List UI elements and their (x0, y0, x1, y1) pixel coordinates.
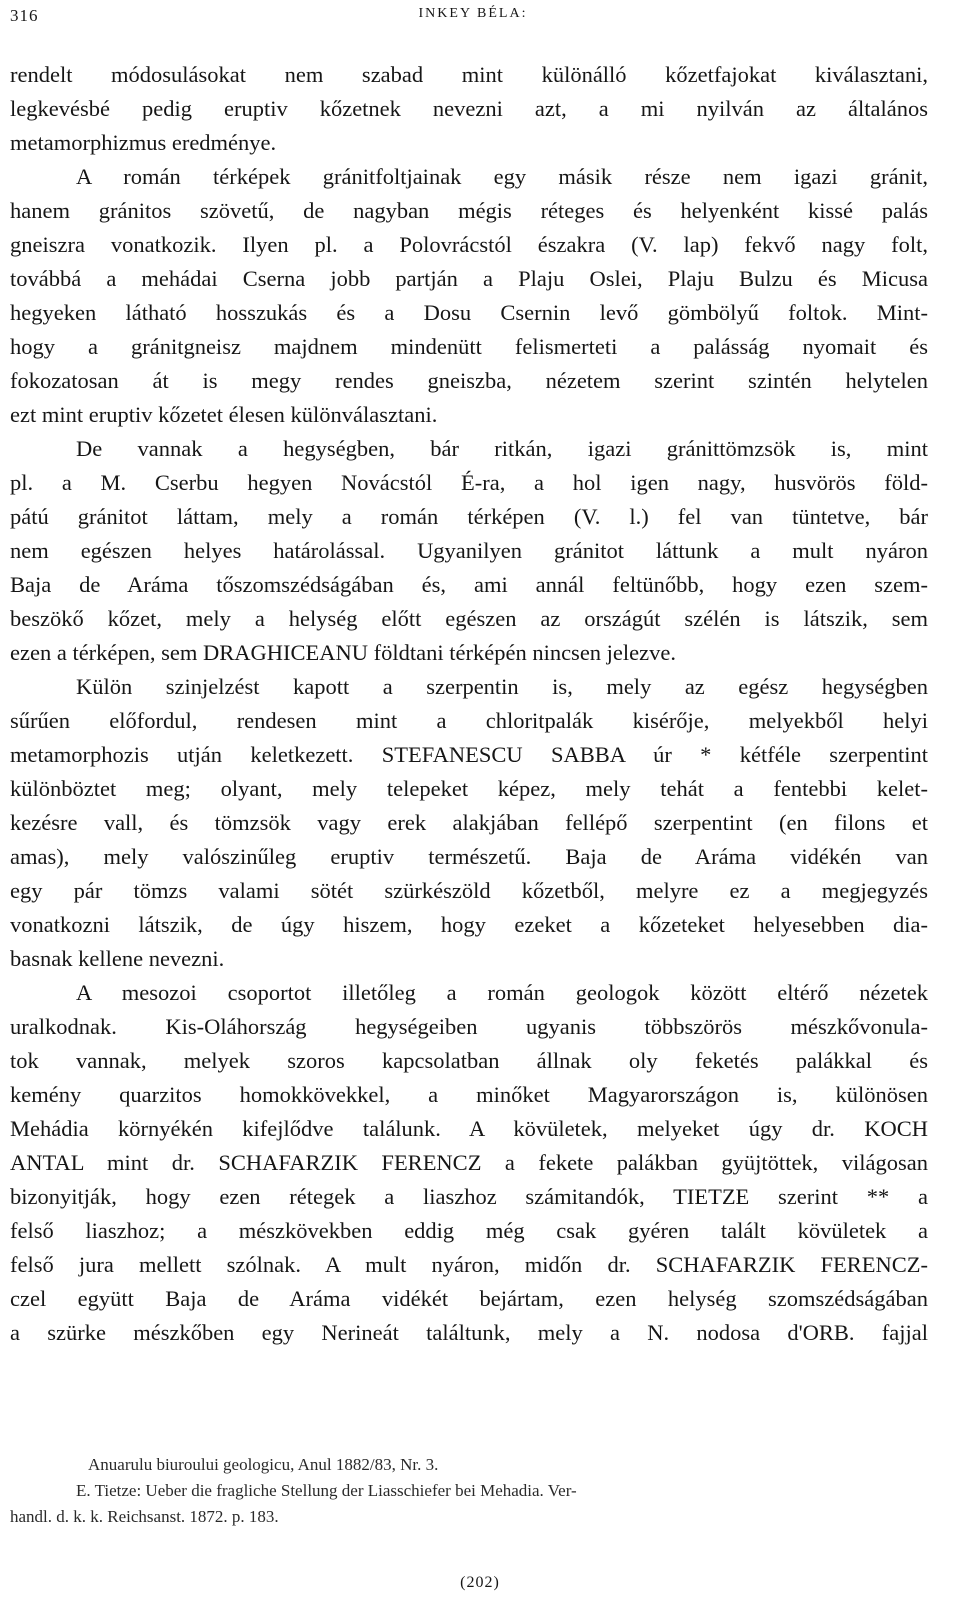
text-line: hegyeken látható hosszukás és a Dosu Csernin levő gömbölyű foltok. Mint- (10, 300, 928, 325)
body-text (10, 58, 928, 1350)
text-line: A mesozoi csoportot illetőleg a román geologok között eltérő nézetek (76, 980, 928, 1005)
text-line: Mehádia környékén kifejlődve találunk. A kövületek, melyeket úgy dr. KOCH (10, 1116, 928, 1141)
text-line: felső jura mellett szólnak. A mult nyáron, midőn dr. SCHAFARZIK FERENCZ- (10, 1252, 928, 1277)
text-line: basnak kellene nevezni. (10, 946, 225, 971)
text-line: nem egészen helyes határolással. Ugyanilyen gránitot láttunk a mult nyáron (10, 538, 928, 563)
text-line: továbbá a mehádai Cserna jobb partján a Plaju Oslei, Plaju Bulzu és Micusa (10, 266, 928, 291)
text-line: Külön szinjelzést kapott a szerpentin is, mely az egész hegységben (76, 674, 928, 699)
text-line: beszökő kőzet, mely a helység előtt egészen az országút szélén is látszik, sem (10, 606, 928, 631)
text-line: a szürke mészkőben egy Nerineát találtunk, mely a N. nodosa d'ORB. fajjal (10, 1320, 928, 1345)
text-line: metamorphizmus eredménye. (10, 130, 277, 155)
text-line: pátú gránitot láttam, mely a román térképen (V. l.) fel van tüntetve, bár (10, 504, 928, 529)
text-line: Baja de Aráma tőszomszédságában és, ami annál feltünőbb, hogy ezen szem- (10, 572, 928, 597)
text-line: kemény quarzitos homokkövekkel, a minőket Magyarországon is, különösen (10, 1082, 928, 1107)
running-head: INKEY BÉLA: (418, 6, 528, 21)
text-line: amas), mely valószinűleg eruptiv természetű. Baja de Aráma vidékén van (10, 844, 928, 869)
text-line: rendelt módosulásokat nem szabad mint különálló kőzetfajokat kiválasztani, (10, 62, 928, 87)
text-line: vonatkozni látszik, de úgy hiszem, hogy ezeket a kőzeteket helyesebben dia- (10, 912, 928, 937)
footnote-line: E. Tietze: Ueber die fragliche Stellung der Liasschiefer bei Mehadia. Ver- (76, 1481, 577, 1500)
text-line: hanem gránitos szövetű, de nagyban mégis réteges és helyenként kissé palás (10, 198, 928, 223)
text-line: A román térképek gránitfoltjainak egy másik része nem igazi gránit, (76, 164, 928, 189)
text-line: sűrűen előfordul, rendesen mint a chloritpalák kisérője, melyekből helyi (10, 708, 928, 733)
text-line: hogy a gránitgneisz majdnem mindenütt felismerteti a palásság nyomait és (10, 334, 928, 359)
signature-number: (202) (460, 1574, 500, 1591)
text-line: ANTAL mint dr. SCHAFARZIK FERENCZ a fekete palákban gyüjtöttek, világosan (10, 1150, 928, 1175)
text-line: bizonyitják, hogy ezen rétegek a liaszhoz számitandók, TIETZE szerint ** a (10, 1184, 928, 1209)
text-line: De vannak a hegységben, bár ritkán, igazi gránittömzsök is, mint (76, 436, 928, 461)
footnotes (10, 1452, 928, 1530)
text-line: felső liaszhoz; a mészkövekben eddig még csak gyéren talált kövületek a (10, 1218, 928, 1243)
text-line: különböztet meg; olyant, mely telepeket képez, mely tehát a fentebbi kelet- (10, 776, 928, 801)
text-line: uralkodnak. Kis-Oláhország hegységeiben ugyanis többszörös mészkővonula- (10, 1014, 928, 1039)
text-line: ezen a térképen, sem DRAGHICEANU földtani térképén nincsen jelezve. (10, 640, 677, 665)
text-line: fokozatosan át is megy rendes gneiszba, nézetem szerint szintén helytelen (10, 368, 928, 393)
text-line: kezésre vall, és tömzsök vagy erek alakjában fellépő szerpentint (en filons et (10, 810, 928, 835)
text-line: legkevésbé pedig eruptiv kőzetnek nevezni azt, a mi nyilván az általános (10, 96, 928, 121)
text-line: ezt mint eruptiv kőzetet élesen különválasztani. (10, 402, 438, 427)
page-number: 316 (10, 6, 39, 25)
text-line: pl. a M. Cserbu hegyen Novácstól É-ra, a hol igen nagy, husvörös föld- (10, 470, 928, 495)
footnote-line: Anuarulu biuroului geologicu, Anul 1882/83, Nr. 3. (88, 1455, 439, 1474)
text-line: gneiszra vonatkozik. Ilyen pl. a Polovrácstól északra (V. lap) fekvő nagy folt, (10, 232, 928, 257)
footnote-line: handl. d. k. k. Reichsanst. 1872. p. 183. (10, 1507, 279, 1526)
text-line: metamorphozis utján keletkezett. STEFANESCU SABBA úr * kétféle szerpentint (10, 742, 928, 767)
text-line: egy pár tömzs valami sötét szürkészöld kőzetből, melyre ez a megjegyzés (10, 878, 928, 903)
text-line: czel együtt Baja de Aráma vidékét bejártam, ezen helység szomszédságában (10, 1286, 928, 1311)
text-line: tok vannak, melyek szoros kapcsolatban állnak oly feketés palákkal és (10, 1048, 928, 1073)
page-header (10, 6, 936, 26)
